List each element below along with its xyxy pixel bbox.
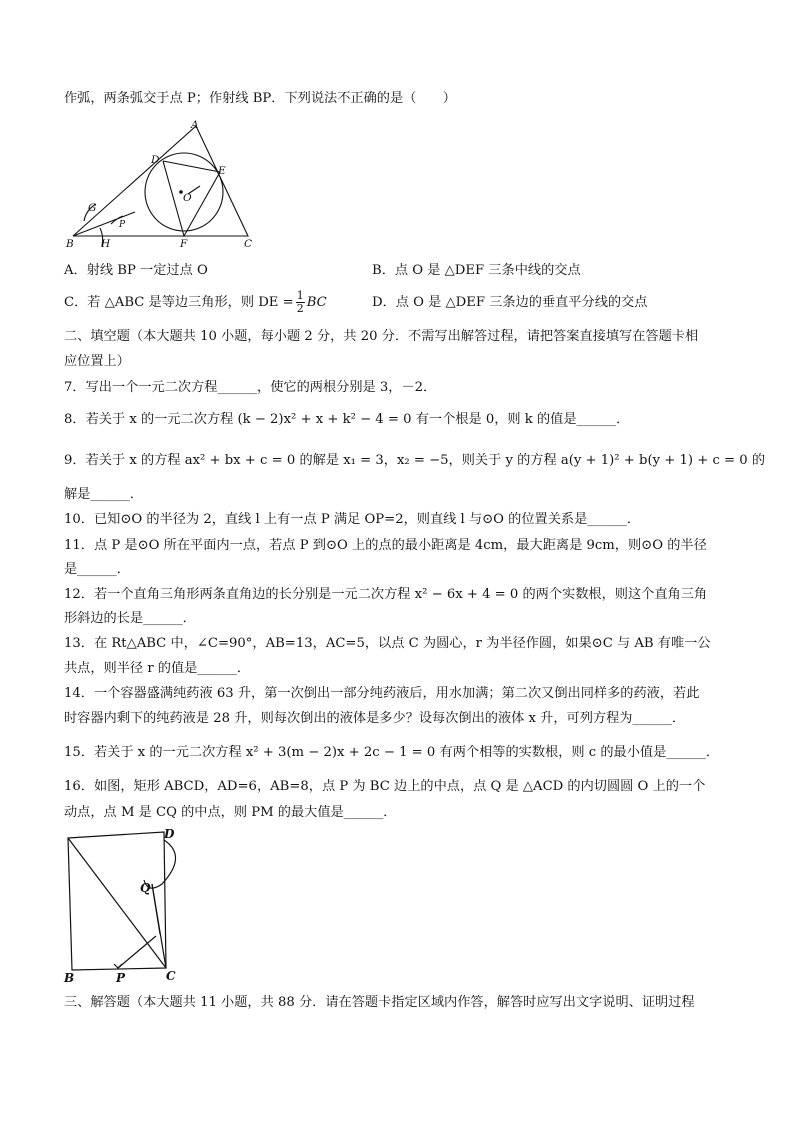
- question-11-line1: 11．点 P 是⊙O 所在平面内一点，若点 P 到⊙O 上的点的最小距离是 4cm，最大距离是 9cm，则⊙O 的半径: [64, 538, 707, 553]
- label-p: P: [116, 971, 126, 985]
- label-q: Q: [140, 881, 151, 895]
- label-h: H: [101, 238, 111, 250]
- question-16-line2: 动点，点 M 是 CQ 的中点，则 PM 的最大值是______．: [64, 805, 397, 820]
- label-e: E: [218, 165, 226, 177]
- label-c: C: [244, 238, 253, 250]
- label-p: P: [119, 220, 126, 230]
- q6-option-c: C．若 △ABC 是等边三角形，则 DE = $\frac{1}{2}$ BC: [64, 289, 327, 315]
- question-15: 15．若关于 x 的一元二次方程 x² + 3(m − 2)x + 2c − 1 = 0 有两个相等的实数根，则 c 的最小值是______．: [64, 745, 720, 760]
- question-7: 7．写出一个一元二次方程______，使它的两根分别是 3，－2．: [64, 380, 437, 395]
- fraction-half: $\frac{1}{2}$: [296, 289, 304, 315]
- ray-bp: [73, 212, 135, 236]
- section3-header: 三、解答题（本大题共 11 小题，共 88 分．请在答题卡指定区域内作答，解答时应写出文字说明、证明过程: [64, 995, 695, 1010]
- label-a: A: [191, 119, 199, 131]
- question-16-line1: 16．如图，矩形 ABCD，AD=6，AB=8，点 P 为 BC 边上的中点，点 Q 是 △ACD 的内切圆圆 O 上的一个: [64, 779, 706, 794]
- label-g: G: [88, 202, 97, 214]
- question-12-line1: 12．若一个直角三角形两条直角边的长分别是一元二次方程 x² − 6x + 4 = 0 的两个实数根，则这个直角三角: [64, 587, 708, 602]
- question-9-line2: 解是______．: [64, 487, 144, 502]
- label-b: B: [66, 238, 74, 250]
- segment-pm: [118, 936, 156, 968]
- section2-header-line1: 二、填空题（本大题共 10 小题，每小题 2 分，共 20 分．不需写出解答过程，请把答案直接填写在答题卡相: [64, 329, 699, 344]
- question-13-line1: 13．在 Rt△ABC 中，∠C=90°，AB=13，AC=5，以点 C 为圆心，r 为半径作圆，如果⊙C 与 AB 有唯一公: [64, 636, 711, 651]
- label-d: D: [164, 827, 175, 841]
- q6-option-a: A．射线 BP 一定过点 O: [64, 263, 208, 278]
- q6-figure: [62, 116, 262, 252]
- q6-stem: 作弧，两条弧交于点 P；作射线 BP．下列说法不正确的是（ ）: [64, 91, 456, 106]
- diagonal-ac: [68, 838, 166, 968]
- segment-qm: [152, 884, 160, 934]
- label-o: O: [183, 192, 192, 204]
- question-11-line2: 是______．: [64, 562, 130, 577]
- q6-option-b: B．点 O 是 △DEF 三条中线的交点: [372, 263, 581, 278]
- question-10: 10．已知⊙O 的半径为 2，直线 l 上有一点 P 满足 OP=2，则直线 l 与⊙O 的位置关系是______．: [64, 512, 641, 527]
- q16-figure: [60, 824, 186, 986]
- label-c: C: [166, 969, 176, 983]
- q6-option-d: D．点 O 是 △DEF 三条边的垂直平分线的交点: [372, 295, 648, 310]
- question-14-line2: 时容器内剩下的纯药液是 28 升，则每次倒出的液体是多少？设每次倒出的液体 x 升，可列方程为______．: [64, 711, 686, 726]
- label-f: F: [180, 238, 188, 250]
- question-13-line2: 共点，则半径 r 的值是______．: [64, 661, 251, 676]
- arrow-head: [114, 964, 122, 968]
- question-9-line1: 9．若关于 x 的方程 ax² + bx + c = 0 的解是 x₁ = 3，x₂ = −5，则关于 y 的方程 a(y + 1)² + b(y + 1) + c = 0 的: [64, 453, 766, 468]
- question-14-line1: 14．一个容器盛满纯药液 63 升，第一次倒出一部分纯药液后，用水加满；第二次又倒出同样多的药液，若此: [64, 686, 700, 701]
- question-8: 8．若关于 x 的一元二次方程 (k − 2)x² + x + k² − 4 = 0 有一个根是 0，则 k 的值是______．: [64, 412, 630, 427]
- label-d: D: [151, 154, 160, 166]
- section2-header-line2: 应位置上）: [64, 354, 130, 369]
- question-12-line2: 形斜边的长是______．: [64, 611, 196, 626]
- label-b: B: [64, 971, 75, 985]
